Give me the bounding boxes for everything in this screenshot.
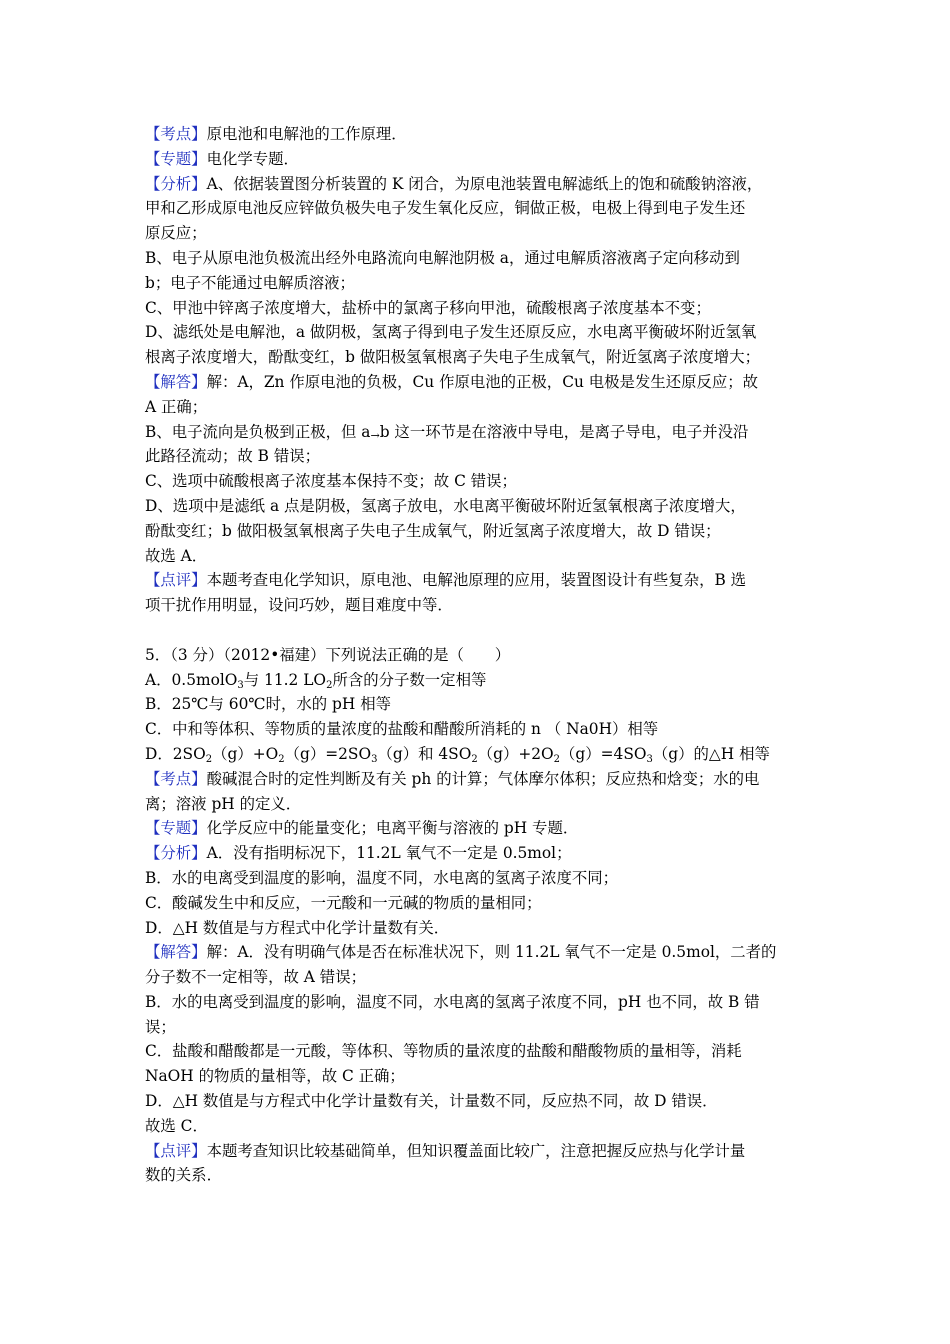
dianping-text: 本题考查电化学知识，原电池、电解池原理的应用，装置图设计有些复杂，B 选 bbox=[206, 571, 747, 590]
dianping-text: 本题考查知识比较基础简单，但知识覆盖面比较广，注意把握反应热与化学计量 bbox=[206, 1141, 746, 1160]
q5-fenxi-line: C．酸碱发生中和反应，一元酸和一元碱的物质的量相同； bbox=[145, 893, 542, 912]
zhuanti-text: 电化学专题． bbox=[206, 149, 299, 168]
q5-fenxi bbox=[145, 841, 815, 866]
opt-d-part: （g）=2SO bbox=[284, 744, 372, 763]
kaodian-text: 酸碱混合时的定性判断及有关 ph 的计算；气体摩尔体积；反应热和焓变；水的电 bbox=[206, 769, 760, 788]
q5-stem: 5．（3 分）（2012•福建）下列说法正确的是（ ） bbox=[145, 645, 511, 664]
q5-option-b: B．25℃与 60℃时，水的 pH 相等 bbox=[145, 695, 391, 714]
zhuanti-text: 化学反应中的能量变化；电离平衡与溶液的 pH 专题． bbox=[206, 819, 579, 838]
kaodian-text: 原电池和电解池的工作原理． bbox=[206, 125, 407, 143]
q4-fenxi-line: 甲和乙形成原电池反应锌做负极失电子发生氧化反应，铜做正极，电极上得到电子发生还 bbox=[145, 199, 746, 218]
q5-fenxi-line: D．△H 数值是与方程式中化学计量数有关． bbox=[145, 918, 450, 937]
opt-d-part: （g）+O bbox=[212, 744, 279, 763]
q4-fenxi-line: C、甲池中锌离子浓度增大，盐桥中的氯离子移向甲池，硫酸根离子浓度基本不变； bbox=[145, 298, 711, 317]
jieda-b-pre: B、电子流向是负极到正极，但 a bbox=[145, 422, 371, 441]
q5-option-d bbox=[145, 742, 815, 767]
jieda-tag: 【解答】 bbox=[145, 372, 207, 391]
zhuanti-tag: 【专题】 bbox=[145, 819, 207, 838]
q5-zhuanti bbox=[145, 816, 815, 841]
q4-fenxi-line: b；电子不能通过电解质溶液； bbox=[145, 273, 355, 292]
q5-kaodian-line: 离；溶液 pH 的定义． bbox=[145, 794, 302, 813]
q5-dianping bbox=[145, 1139, 815, 1164]
q5-jieda-line: 故选 C． bbox=[145, 1116, 208, 1135]
q5-jieda-line: 分子数不一定相等，故 A 错误； bbox=[145, 968, 366, 987]
q4-jieda-line-b bbox=[145, 420, 815, 445]
q5-jieda-line: 误； bbox=[145, 1017, 176, 1036]
q4-dianping bbox=[145, 568, 815, 593]
q4-jieda bbox=[145, 370, 815, 395]
q5-jieda-line: NaOH 的物质的量相等，故 C 正确； bbox=[145, 1067, 405, 1086]
subscript: 2 bbox=[326, 679, 333, 691]
q4-fenxi-line: D、滤纸处是电解池，a 做阴极，氢离子得到电子发生还原反应，水电离平衡破坏附近氢氧 bbox=[145, 323, 757, 342]
q5-jieda-line: D．△H 数值是与方程式中化学计量数有关，计量数不同，反应热不同，故 D 错误． bbox=[145, 1092, 718, 1111]
q4-jieda-line: 故选 A． bbox=[145, 546, 208, 565]
q4-fenxi-line: B、电子从原电池负极流出经外电路流向电解池阴极 a，通过电解质溶液离子定向移动到 bbox=[145, 248, 740, 267]
q4-jieda-line: C、选项中硫酸根离子浓度基本保持不变；故 C 错误； bbox=[145, 472, 517, 491]
dianping-tag: 【点评】 bbox=[145, 571, 207, 590]
q4-fenxi-line: 根离子浓度增大，酚酞变红，b 做阳极氢氧根离子失电子生成氧气，附近氢离子浓度增大； bbox=[145, 348, 760, 367]
q4-jieda-line: A 正确； bbox=[145, 397, 208, 416]
opt-d-part: （g）+2O bbox=[477, 744, 554, 763]
q4-fenxi bbox=[145, 172, 815, 197]
subscript: 3 bbox=[371, 753, 378, 765]
section-gap bbox=[145, 618, 815, 643]
q4-dianping-line: 项干扰作用明显，设问巧妙，题目难度中等． bbox=[145, 596, 453, 615]
q5-jieda-line: B．水的电离受到温度的影响，温度不同，水电离的氢离子浓度不同，pH 也不同，故 B 错 bbox=[145, 992, 760, 1011]
subscript: 2 bbox=[553, 753, 561, 765]
subscript: 2 bbox=[205, 753, 213, 765]
opt-d-part: D．2SO bbox=[145, 744, 206, 763]
q4-zhuanti bbox=[145, 147, 815, 172]
arrow-icon: → bbox=[370, 428, 380, 442]
q4-jieda-line: 此路径流动；故 B 错误； bbox=[145, 447, 321, 466]
jieda-b-post: b 这一环节是在溶液中导电，是离子导电，电子并没沿 bbox=[379, 422, 749, 441]
jieda-text: 解：A．没有明确气体是否在标准状况下，则 11.2L 氧气不一定是 0.5mol，二者的 bbox=[206, 943, 777, 962]
document-page bbox=[145, 122, 815, 1188]
q5-option-c: C．中和等体积、等物质的量浓度的盐酸和醋酸所消耗的 n （ Na0H）相等 bbox=[145, 720, 659, 739]
opt-d-part: （g）=4SO bbox=[560, 744, 647, 763]
fenxi-text: A、依据装置图分析装置的 K 闭合，为原电池装置电解滤纸上的饱和硫酸钠溶液， bbox=[206, 174, 763, 193]
opt-d-part: （g）和 4SO bbox=[377, 744, 472, 763]
q4-fenxi-line: 原反应； bbox=[145, 224, 207, 243]
subscript: 2 bbox=[471, 753, 478, 765]
q4-kaodian bbox=[145, 122, 815, 147]
opt-a-part: 所含的分子数一定相等 bbox=[332, 670, 487, 689]
q4-jieda-line: D、选项中是滤纸 a 点是阴极，氢离子放电，水电离平衡破坏附近氢氧根离子浓度增大， bbox=[145, 496, 746, 515]
fenxi-tag: 【分析】 bbox=[145, 174, 207, 193]
subscript: 2 bbox=[278, 753, 285, 765]
subscript: 3 bbox=[237, 679, 244, 691]
q5-dianping-line: 数的关系． bbox=[145, 1166, 222, 1185]
fenxi-tag: 【分析】 bbox=[145, 844, 207, 863]
q5-jieda bbox=[145, 940, 815, 965]
q5-kaodian bbox=[145, 767, 815, 792]
q4-jieda-line: 酚酞变红；b 做阳极氢氧根离子失电子生成氧气，附近氢离子浓度增大，故 D 错误； bbox=[145, 521, 721, 540]
q5-option-a bbox=[145, 668, 815, 693]
fenxi-text: A．没有指明标况下，11.2L 氧气不一定是 0.5mol； bbox=[206, 844, 572, 863]
jieda-text: 解：A，Zn 作原电池的负极，Cu 作原电池的正极，Cu 电极是发生还原反应；故 bbox=[206, 372, 759, 391]
dianping-tag: 【点评】 bbox=[145, 1141, 207, 1160]
q5-fenxi-line: B．水的电离受到温度的影响，温度不同，水电离的氢离子浓度不同； bbox=[145, 868, 619, 887]
opt-a-part: 与 11.2 LO bbox=[243, 670, 327, 689]
jieda-tag: 【解答】 bbox=[145, 943, 207, 962]
kaodian-tag: 【考点】 bbox=[145, 125, 207, 143]
kaodian-tag: 【考点】 bbox=[145, 769, 207, 788]
q5-jieda-line: C．盐酸和醋酸都是一元酸，等体积、等物质的量浓度的盐酸和醋酸物质的量相等，消耗 bbox=[145, 1042, 742, 1061]
opt-a-part: A．0.5molO bbox=[145, 670, 238, 689]
subscript: 3 bbox=[646, 753, 653, 765]
zhuanti-tag: 【专题】 bbox=[145, 149, 207, 168]
opt-d-part: （g）的△H 相等 bbox=[652, 744, 770, 763]
